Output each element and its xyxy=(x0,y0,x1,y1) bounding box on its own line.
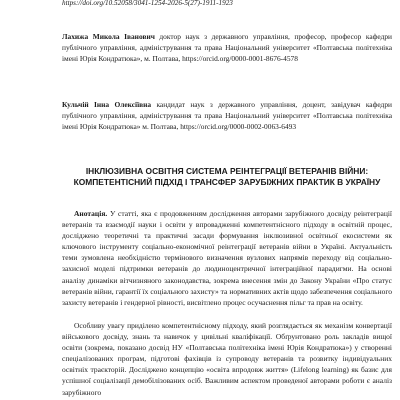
author-details: кандидат наук з державного управління, доцент, завідувач кафедри публічного управління, адміністрування та права Національний університет «Полтавська політехніка імені Юрія Кондратюка» м. Полтава, https://orcid.org/0000-0002-0063-6493 xyxy=(62,100,392,131)
abstract-text: У статті, яка є продовженням дослідження авторами зарубіжного досвіду реінтеграції ветеранів та взаємодії науки і освіти у впровадженні компетентнісного підходу в освітній процес, досліджено теоретичні та практичні засади формування інклюзивної освітньої екосистеми як ключового інструменту соціально-економічної реінтеграції ветеранів війни в Україні. Актуальність теми зумовлена необхідністю термінового визначення вузлових напрямів переходу від соціально-захисної моделі підтримки ветеранів до людиноцентричної інтеграційної парадигми. На основі аналізу динаміки вітчизняного законодавства, зокрема внесення змін до Закону України «Про статус ветеранів війни, гарантії їх соціального захисту» та нормативних актів щодо забезпечення соціального захисту ветеранів і гендерної рівності, висвітлено процес осучаснення пільг та прав на освіту. xyxy=(62,209,392,307)
author-name: Кульчій Інна Олексіївна xyxy=(62,100,152,109)
body-paragraph: Особливу увагу приділено компетентнісному підходу, який розглядається як механізм конвертації військового досвіду, знань та навичок у цивільні кваліфікації. Обґрунтовано роль закладів вищої освіти (зокрема, показано досвід НУ «Полтавська політехніка імені Юрія Кондратюка») у створенні спеціалізованих програм, підготові фахівців із супроводу ветеранів та розвитку індивідуальних освітніх траєкторій. Досліджено концепцію «освіта впродовж життя» (Lifelong learning) як базис для успішної соціалізації демобілізованих осіб. Важливим аспектом проведеної авторами роботи є аналіз зарубіжного xyxy=(62,321,392,397)
doi-link[interactable]: https://doi.org/10.52058/3041-1254-2026-5(27)-1911-1923 xyxy=(62,0,233,7)
article-title: ІНКЛЮЗИВНА ОСВІТНЯ СИСТЕМА РЕІНТЕГРАЦІЇ ВЕТЕРАНІВ ВІЙНИ: КОМПЕТЕНТІСНИЙ ПІДХІД І ТРАНСФЕР ЗАРУБІЖНИХ ПРАКТИК В УКРАЇНУ xyxy=(73,166,381,187)
author-name: Лахижа Микола Іванович xyxy=(62,32,155,41)
author-details: доктор наук з державного управління, професор, професор кафедри публічного управління, адміністрування та права Національний університет «Полтавська політехніка імені Юрія Кондратюка», м. Полтава, https://orcid.org/0000-0001-8676-4578 xyxy=(62,32,392,63)
author-block-2 xyxy=(62,99,392,132)
abstract-paragraph xyxy=(62,208,392,308)
abstract-label: Анотація. xyxy=(74,209,108,218)
author-block-1 xyxy=(62,31,392,64)
